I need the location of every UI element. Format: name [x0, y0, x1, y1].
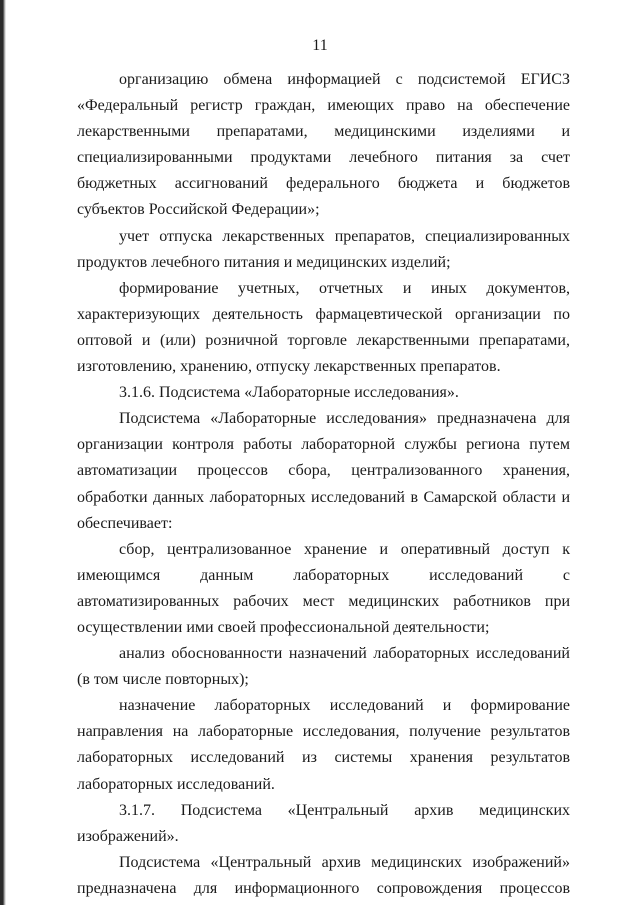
paragraph-lab-analysis: анализ обоснованности назначений лабораторных исследований (в том числе повторных); [77, 645, 570, 689]
paragraph-documents-forming: формирование учетных, отчетных и иных документов, характеризующих деятельность фармацевтической организации по оптовой и (или) розничной торговле лекарственными препаратами, изготовлению, хранению, отпуску лекарственных препаратов. [77, 279, 570, 376]
paragraph-lab-data-collection: сбор, централизованное хранение и оперативный доступ к имеющимся данным лабораторных исследований с автоматизированных рабочих мест медицинских работников при осуществлении ими своей профессиональной деятельности; [77, 540, 570, 636]
document-body [77, 67, 570, 902]
scan-edge [0, 0, 6, 905]
paragraph-egisz-exchange: организацию обмена информацией с подсистемой ЕГИСЗ «Федеральный регистр граждан, имеющих право на обеспечение лекарственными препаратами, медицинскими изделиями и специализированными продуктами лечебного питания за счет бюджетных ассигнований федерального бюджета и бюджетов субъектов Российской Федерации»; [77, 71, 570, 219]
paragraph-lab-subsystem-purpose: Подсистема «Лабораторные исследования» предназначена для организации контроля работы лабораторной службы региона путем автоматизации процессов сбора, централизованного хранения, обработки данных лабораторных исследований в Самарской области и обеспечивает: [77, 410, 570, 532]
paragraph-lab-assignment: назначение лабораторных исследований и формирование направления на лабораторные исследования, получение результатов лабораторных исследований из системы хранения результатов лабораторных исследований. [77, 697, 570, 793]
paragraph-archive-purpose: Подсистема «Центральный архив медицинских изображений» предназначена для информационного сопровождения процессов [77, 853, 570, 897]
section-heading-3-1-6: 3.1.6. Подсистема «Лабораторные исследования». [119, 384, 459, 402]
section-heading-3-1-7: 3.1.7. Подсистема «Центральный архив медицинских изображений». [77, 801, 570, 845]
page-number: 11 [312, 37, 328, 54]
paragraph-dispensing-accounting: учет отпуска лекарственных препаратов, специализированных продуктов лечебного питания и медицинских изделий; [77, 227, 570, 271]
